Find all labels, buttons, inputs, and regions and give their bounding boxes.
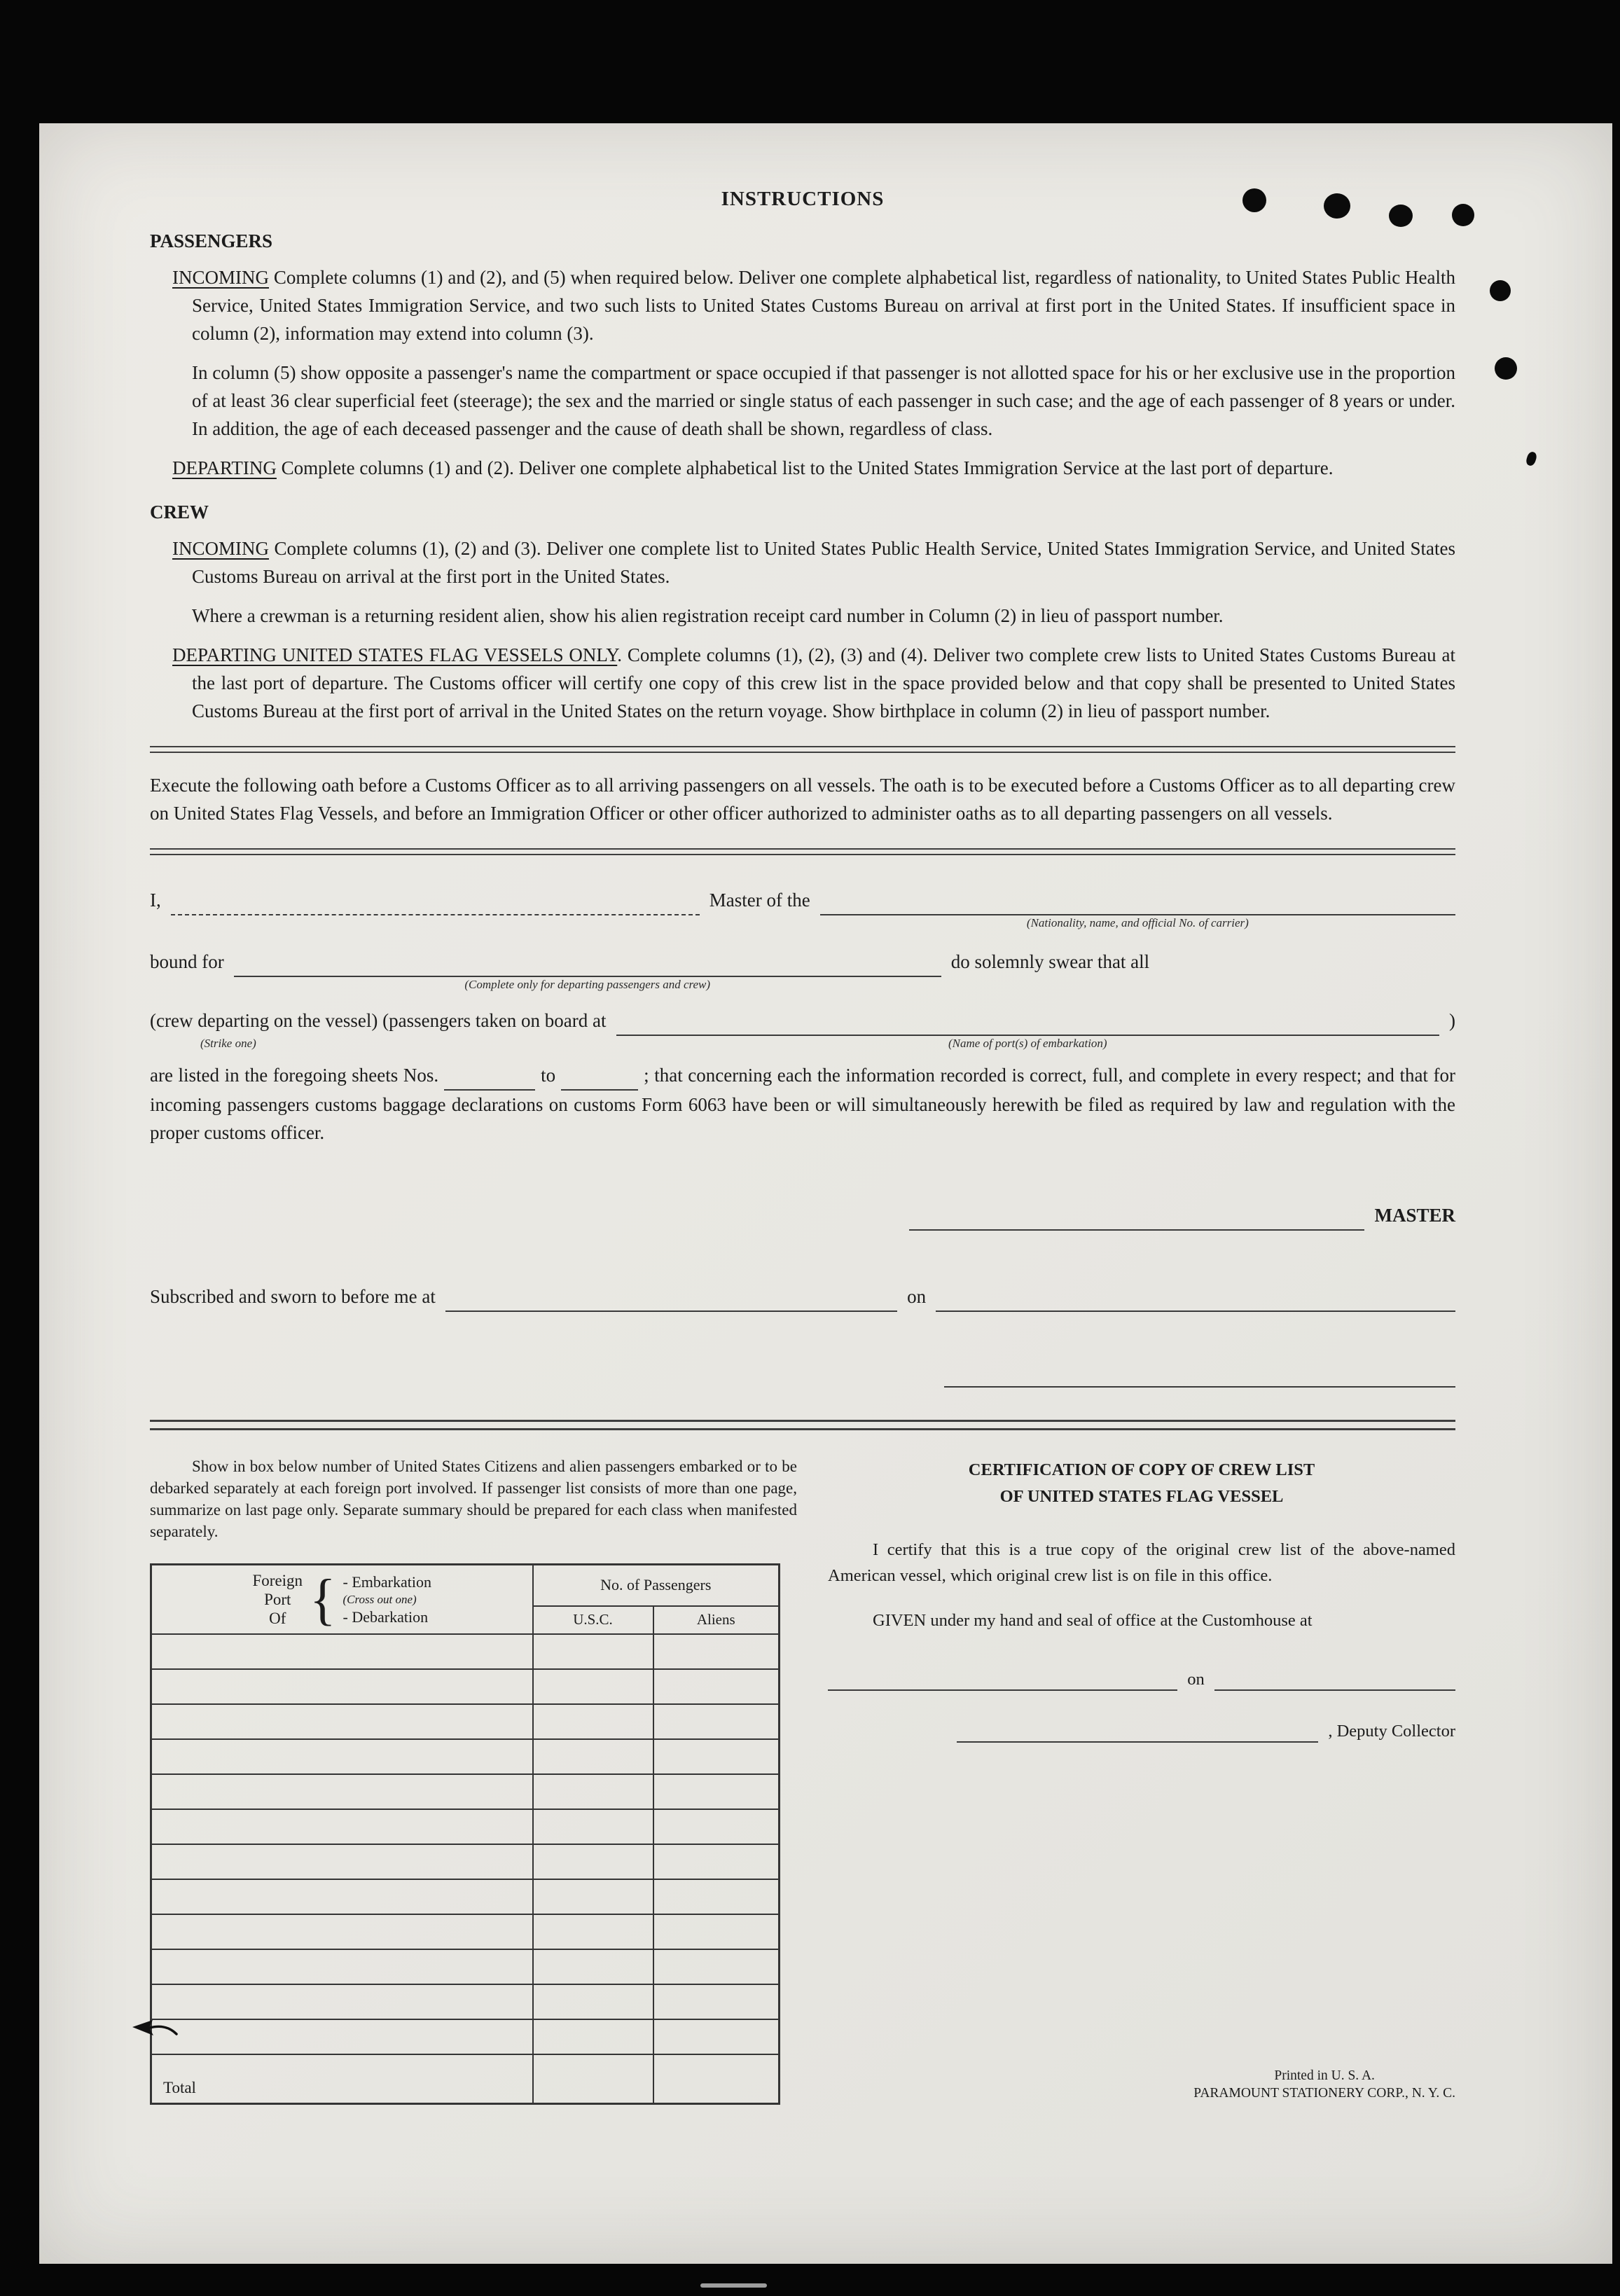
summary-column [150,1455,797,2105]
deputy-signature-blank [957,1722,1318,1743]
listed-text-a: are listed in the foregoing sheets Nos. [150,1065,439,1086]
summary-table-row [151,1949,780,1984]
aliens-cell [653,1704,780,1739]
given-paragraph: GIVEN under my hand and seal of office at the Customhouse at [873,1611,1313,1630]
embarkation-option: - Embarkation [342,1573,431,1591]
certification-heading-line2: OF UNITED STATES FLAG VESSEL [999,1487,1284,1506]
carrier-blank [820,886,1455,929]
summary-table-row [151,1809,780,1844]
certification-heading-line1: CERTIFICATION OF COPY OF CREW LIST [968,1460,1315,1479]
aliens-cell [653,1634,780,1669]
i-label: I, [150,890,161,911]
aliens-cell [653,1879,780,1914]
on-label: on [907,1286,927,1307]
page-title: INSTRUCTIONS [721,188,885,210]
aliens-cell [653,1914,780,1949]
usc-cell [533,1739,653,1774]
document-page [39,123,1612,2264]
aliens-cell [653,1809,780,1844]
usc-cell [533,1669,653,1704]
master-label: MASTER [1374,1205,1455,1226]
strike-caption: (Strike one) [200,1037,256,1050]
usc-cell [533,1879,653,1914]
usc-cell [533,2019,653,2054]
cert-on-label: on [1187,1670,1205,1689]
carrier-caption: (Nationality, name, and official No. of carrier) [1026,916,1249,929]
resident-alien-paragraph: Where a crewman is a returning resident alien, show his alien registration receipt card number in Column (2) in lieu of passport number. [192,605,1224,626]
printed-in-usa: Printed in U. S. A. [1274,2068,1375,2083]
usc-cell [533,1774,653,1809]
summary-instruction: Show in box below number of United States Citizens and alien passengers embarked or to be debarked separately at each foreign port involved. If passenger list consists of more than one page, summarize on last page only. Separate summary should be prepared for each class when manifested separately. [150,1458,797,1540]
port-cell [151,2019,533,2054]
oath-line-bound-for [150,948,1455,991]
summary-table-row [151,1914,780,1949]
strike-phrase [150,1007,607,1050]
summary-table-row [151,1879,780,1914]
double-rule [150,848,1455,855]
summary-table-row [151,1844,780,1879]
subscribed-line [150,1282,1455,1312]
aliens-header: Aliens [653,1606,780,1634]
strike-label: (crew departing on the vessel) (passengers taken on board at [150,1010,607,1031]
foreign-port-header [152,1565,532,1633]
printer-company: PARAMOUNT STATIONERY CORP., N. Y. C. [1193,2086,1455,2101]
port-word-1: Foreign [252,1572,303,1589]
sheets-from-blank [444,1061,535,1091]
bottom-section [150,1455,1455,2105]
aliens-cell [653,1739,780,1774]
foreign-port-header-cell [151,1565,533,1635]
crew-departing-label: DEPARTING UNITED STATES FLAG VESSELS ONLY [172,644,618,665]
incoming-label: INCOMING [172,267,269,288]
crew-incoming-paragraph [150,534,1455,590]
usc-cell [533,1704,653,1739]
embark-debark-options [343,1573,431,1626]
scan-artifact-dash [700,2283,767,2288]
customhouse-date-line [828,1670,1455,1691]
listed-text-b: ; that concerning each the information recorded is correct, full, and complete in every respect; and that for incoming passengers customs baggage declarations on customs Form 6063 have been or will simultaneously herewith be filed as required by law and regulation with the proper customs officer. [150,1065,1455,1143]
usc-cell [533,1949,653,1984]
port-word-2: Port [264,1591,291,1608]
port-word-3: Of [269,1610,286,1627]
port-cell [151,1809,533,1844]
usc-header: U.S.C. [533,1606,653,1634]
port-cell [151,1949,533,1984]
total-row [151,2054,780,2104]
summary-table-row [151,1739,780,1774]
port-cell [151,1774,533,1809]
listed-paragraph [150,1061,1455,1147]
column5-paragraph: In column (5) show opposite a passenger's name the compartment or space occupied if that passenger is not allotted space for his or her exclusive use in the proportion of at least 36 clear superficial feet (steerage); the sex and the married or single status of each passenger in such case; and the age of each passenger of 8 years or under. In addition, the age of each deceased passenger and the cause of death shall be shown, regardless of class. [192,362,1455,439]
bound-for-label: bound for [150,951,224,972]
master-signature-blank [909,1201,1364,1231]
usc-cell [533,1984,653,2019]
summary-table-row [151,1774,780,1809]
certification-body: I certify that this is a true copy of the original crew list of the above-named American vessel, which original crew list is on file in this office. [828,1540,1455,1585]
scan-artifact-dot [1389,205,1413,227]
scan-artifact-dot [1324,193,1350,219]
printer-footer [1193,2067,1455,2102]
port-cell [151,1914,533,1949]
summary-table-row [151,2019,780,2054]
port-words [253,1571,303,1628]
aliens-cell [653,1984,780,2019]
officer-signature-line [150,1358,1455,1388]
sworn-date-blank [936,1282,1455,1312]
passengers-heading: PASSENGERS [150,230,273,251]
sheets-to-blank [561,1061,638,1091]
crew-departing-text: . Complete columns (1), (2), (3) and (4). Deliver two complete crew lists to United States Customs Bureau at the last port of departure. The Customs officer will certify one copy of this crew list in the space provided below and that copy shall be presented to United States Customs Bureau at the first port of arrival in the United States on the return voyage. Show birthplace in column (2) in lieu of passport number. [192,644,1455,721]
scan-artifact-dot [1490,280,1511,301]
departing-text: Complete columns (1) and (2). Deliver one complete alphabetical list to the United States Immigration Service at the last port of departure. [276,457,1334,478]
aliens-cell [653,1949,780,1984]
incoming-text: Complete columns (1) and (2), and (5) when required below. Deliver one complete alphabetical list, regardless of nationality, to United States Public Health Service, United States Immigration Service, and two such lists to United States Customs Bureau on arrival at first port in the United States. If insufficient space in column (2), information may extend into column (3). [192,267,1455,344]
port-cell [151,1844,533,1879]
bound-for-blank [234,948,941,991]
certification-column [828,1455,1455,2105]
port-cell [151,1984,533,2019]
debarkation-option: - Debarkation [342,1608,429,1626]
aliens-cell [653,2019,780,2054]
crew-incoming-text: Complete columns (1), (2) and (3). Deliver one complete list to United States Public Health Service, United States Immigration Service, and United States Customs Bureau on arrival at the first port in the United States. [192,538,1455,587]
customhouse-date-blank [1214,1670,1455,1691]
scan-artifact-dot [1495,357,1517,380]
usc-cell [533,1914,653,1949]
sworn-place-blank [445,1282,897,1312]
passengers-incoming-paragraph [150,263,1455,347]
summary-table-row [151,1634,780,1669]
pencil-arrow-mark [130,2016,181,2049]
deputy-collector-label: , Deputy Collector [1328,1722,1455,1741]
crew-heading: CREW [150,502,209,523]
master-name-blank [171,886,700,915]
scan-artifact-dot [1452,204,1474,226]
table-header-row-1 [151,1565,780,1606]
port-cell [151,1739,533,1774]
crew-incoming-label: INCOMING [172,538,269,559]
master-of-the-label: Master of the [709,890,810,911]
total-label-cell: Total [151,2054,533,2104]
oath-line-embarkation [150,1007,1455,1050]
port-cell [151,1634,533,1669]
deputy-collector-line [828,1722,1455,1743]
usc-total-cell [533,2054,653,2104]
aliens-cell [653,1669,780,1704]
aliens-cell [653,1774,780,1809]
swear-label: do solemnly swear that all [950,951,1150,972]
passengers-count-header: No. of Passengers [533,1565,780,1606]
aliens-total-cell [653,2054,780,2104]
summary-table-row [151,1704,780,1739]
customhouse-place-blank [828,1670,1177,1691]
listed-to: to [541,1065,556,1086]
embarkation-port-blank [616,1007,1439,1050]
bound-for-caption: (Complete only for departing passengers and crew) [464,978,711,991]
usc-cell [533,1844,653,1879]
usc-cell [533,1809,653,1844]
officer-signature-blank [944,1358,1455,1388]
port-caption: (Name of port(s) of embarkation) [948,1037,1107,1050]
aliens-cell [653,1844,780,1879]
scan-artifact-dot [1242,188,1266,212]
cross-out-caption: (Cross out one) [342,1593,417,1606]
port-cell [151,1669,533,1704]
summary-table-row [151,1984,780,2019]
brace-glyph: { [310,1567,336,1631]
usc-cell [533,1634,653,1669]
oath-execute-paragraph: Execute the following oath before a Customs Officer as to all arriving passengers on all vessels. The oath is to be executed before a Customs Officer as to all departing crew on United States Flag Vessels, and before an Immigration Officer or other officer authorized to administer oaths as to all departing passengers on all vessels. [150,775,1455,824]
departing-label: DEPARTING [172,457,277,478]
heavy-double-rule [150,1420,1455,1430]
port-cell [151,1879,533,1914]
oath-line-master [150,886,1455,929]
close-paren: ) [1449,1010,1455,1031]
crew-departing-paragraph [150,641,1455,725]
passenger-summary-table [150,1563,780,2105]
master-signature-line [150,1201,1455,1231]
subscribed-label: Subscribed and sworn to before me at [150,1286,436,1307]
summary-table-row [151,1669,780,1704]
double-rule [150,746,1455,753]
port-cell [151,1704,533,1739]
passengers-departing-paragraph [150,454,1455,482]
